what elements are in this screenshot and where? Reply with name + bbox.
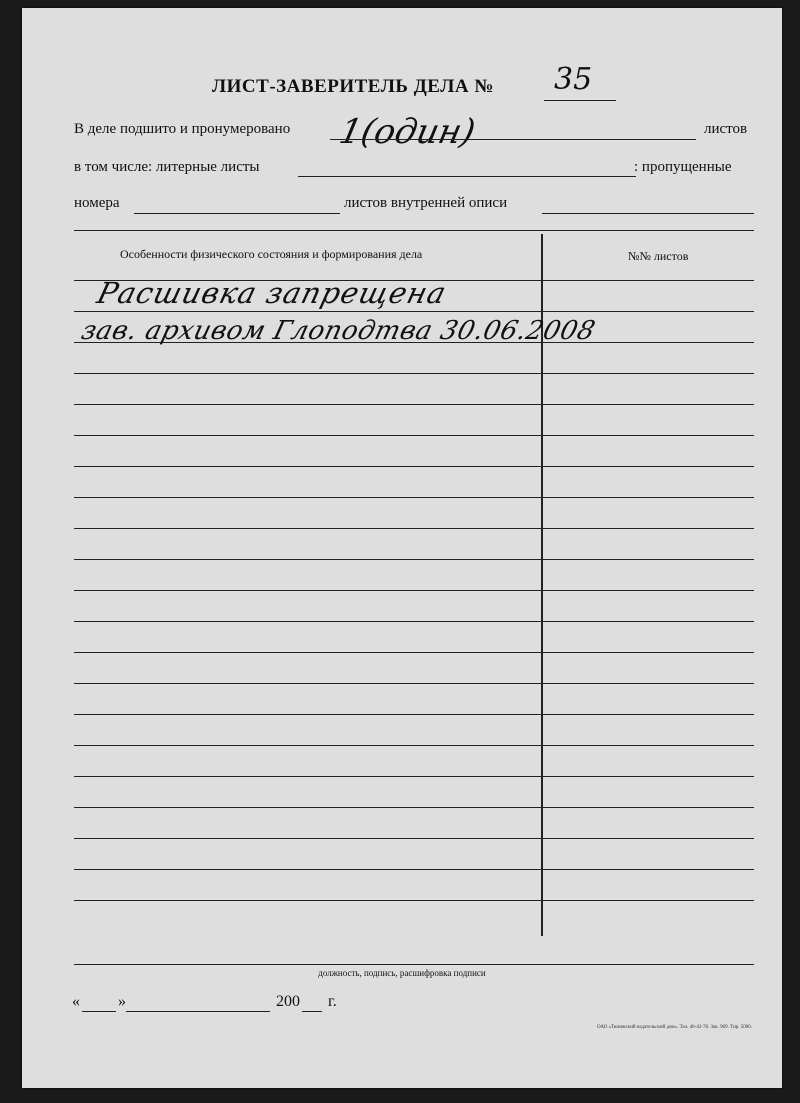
letter-sheets-label: в том числе: литерные листы (74, 159, 260, 175)
table-row-rule (74, 435, 754, 436)
document-page (22, 8, 782, 1088)
month-underline (126, 1011, 270, 1012)
table-top-rule (74, 230, 754, 231)
day-underline (82, 1011, 116, 1012)
table-row-rule (74, 311, 754, 312)
table-row-rule (74, 869, 754, 870)
table-row-rule (74, 590, 754, 591)
table-row-rule (74, 683, 754, 684)
table-row-rule (74, 652, 754, 653)
page-title: ЛИСТ-ЗАВЕРИТЕЛЬ ДЕЛА № (212, 76, 494, 97)
sheets-count-handwritten: 1(один) (335, 112, 479, 152)
letter-sheets-underline (298, 176, 636, 177)
case-number-handwritten: 35 (554, 62, 593, 97)
note-handwritten-line1: Расшивка запрещена (93, 276, 451, 310)
table-row-rule (74, 559, 754, 560)
year-prefix: 200 (276, 993, 300, 1010)
table-row-rule (74, 342, 754, 343)
sheets-count-underline (330, 139, 696, 140)
table-row-rule (74, 373, 754, 374)
table-row-rule (74, 280, 754, 281)
table-row-rule (74, 528, 754, 529)
sheets-count-label: В деле подшито и пронумеровано (74, 121, 291, 137)
table-row-rule (74, 404, 754, 405)
inventory-sheets-underline (542, 213, 754, 214)
numbers-underline (134, 213, 340, 214)
table-row-rule (74, 745, 754, 746)
sheets-label: листов (704, 121, 748, 137)
table-row-rule (74, 900, 754, 901)
signature-caption: должность, подпись, расшифровка подписи (318, 968, 486, 978)
table-row-rule (74, 807, 754, 808)
year-underline (302, 1011, 322, 1012)
table-row-rule (74, 466, 754, 467)
date-close-quote: » (118, 993, 126, 1010)
year-suffix: г. (328, 993, 337, 1010)
table-row-rule (74, 497, 754, 498)
table-row-rule (74, 621, 754, 622)
date-open-quote: « (72, 993, 80, 1010)
table-row-rule (74, 714, 754, 715)
printer-imprint: ОАО «Тюменский издательский дом». Тел. 46-42-78. Зак. 969. Тир. 5000. (596, 1025, 752, 1030)
case-number-underline (544, 100, 616, 101)
inventory-sheets-label: листов внутренней описи (344, 195, 508, 211)
column-header-sheets: №№ листов (628, 249, 689, 263)
table-row-rule (74, 776, 754, 777)
note-handwritten-line2: зав. архивом Глоподтва 30.06.2008 (78, 316, 599, 346)
skipped-label: : пропущенные (634, 159, 732, 175)
table-row-rule (74, 838, 754, 839)
column-header-condition: Особенности физического состояния и формирования дела (120, 247, 423, 261)
signature-line (74, 964, 754, 965)
numbers-label: номера (74, 195, 120, 211)
